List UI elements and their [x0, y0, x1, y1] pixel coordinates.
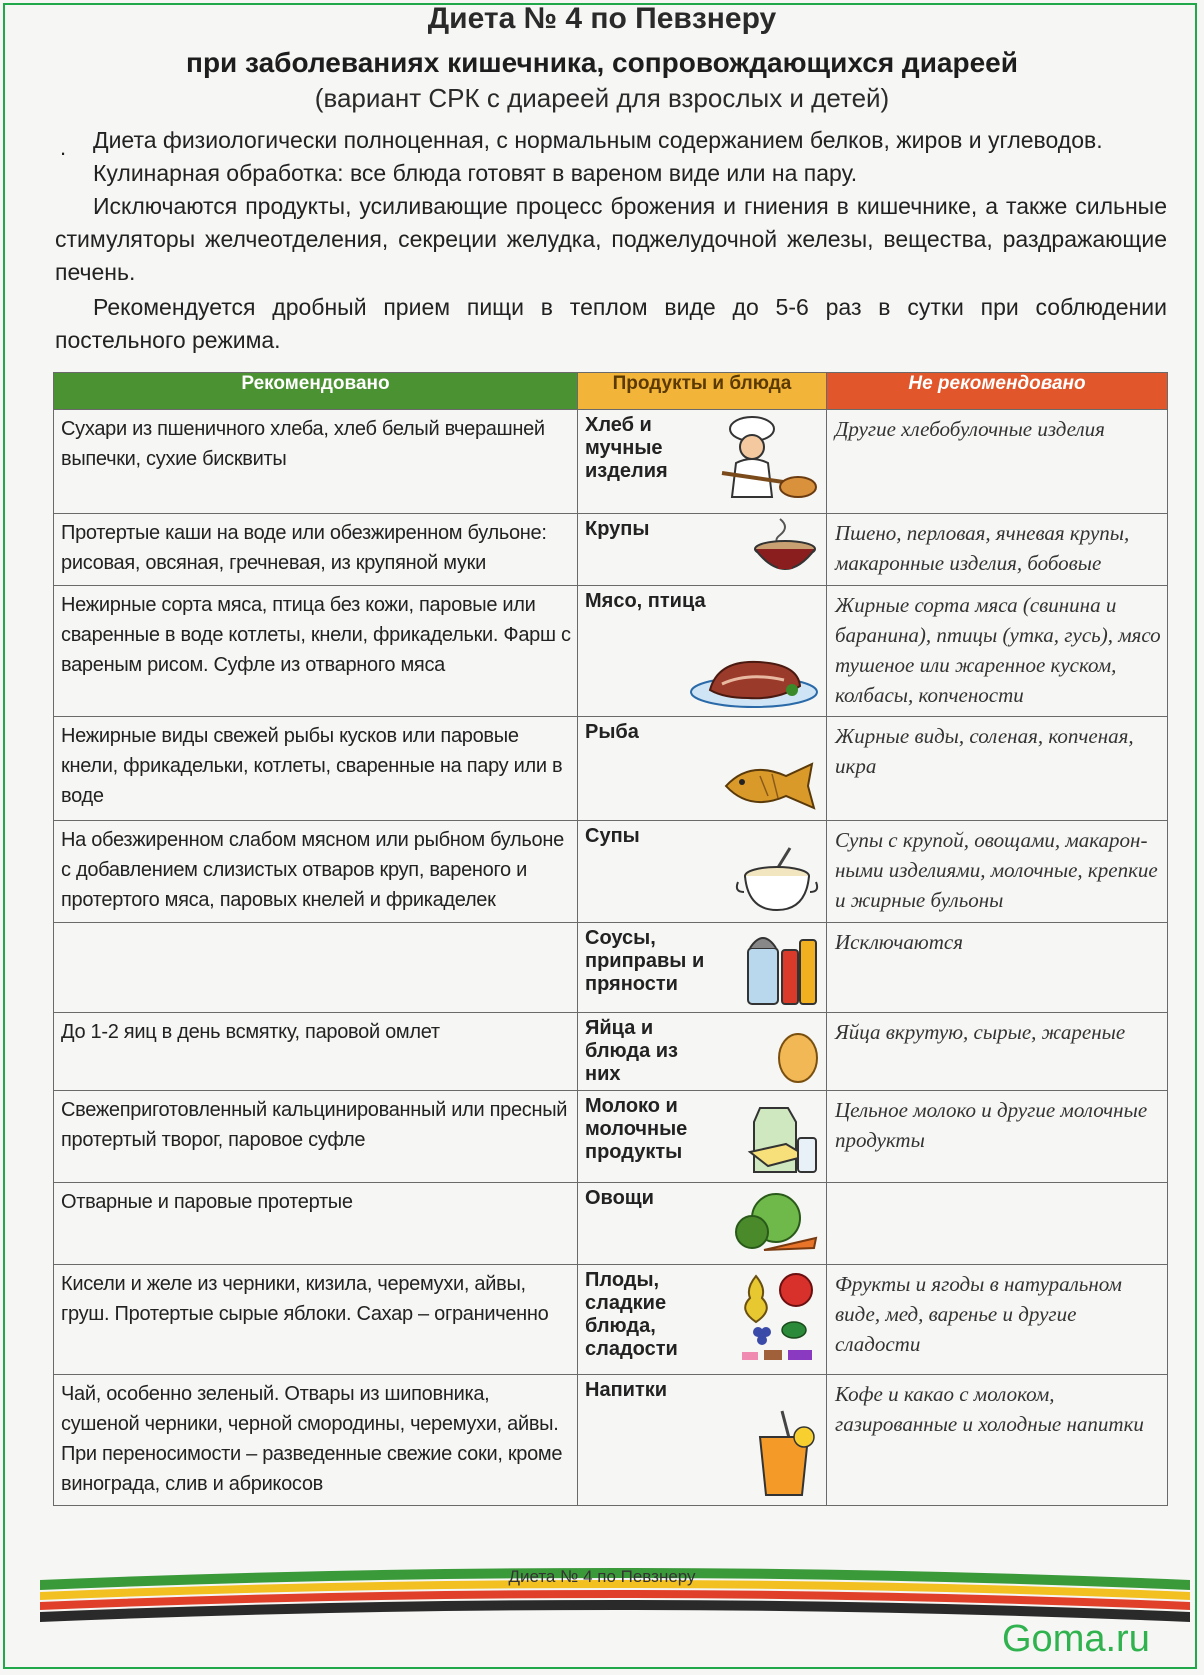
- cell-product: [578, 1013, 827, 1091]
- header-products: Продукты и блюда: [578, 373, 827, 410]
- cell-recommended: [54, 923, 578, 1013]
- intro-paragraph-4: Рекомендуется дробный прием пищи в теплом виде до 5-6 раз в сутки при соблюдении постельного режима.: [55, 294, 1167, 353]
- product-name: Соусы, приправы и пряности: [585, 927, 705, 995]
- page-subtitle: при заболеваниях кишечника, сопровождающихся диареей: [186, 47, 1018, 78]
- table-header-row: [54, 373, 1168, 410]
- cell-product: [578, 1265, 827, 1375]
- header-recommended: Рекомендовано: [54, 373, 578, 410]
- table-row: [54, 923, 1168, 1013]
- cell-recommended: Чай, особенно зеленый. Отвары из шиповника, сушеной черники, черной смородины, черемухи, айвы. При переносимости – разведенные свежие соки, кроме винограда, слив и абрикосов: [54, 1375, 578, 1506]
- porridge-bowl-icon: [750, 515, 820, 579]
- cell-not-recommended: Жирные виды, соленая, копченая, икра: [827, 717, 1168, 821]
- cell-not-recommended: Супы с крупой, овощами, макарон-ными изделиями, молочные, крепкие и жирные бульоны: [827, 821, 1168, 923]
- footer-caption: Диета № 4 по Певзнеру: [508, 1567, 696, 1586]
- cell-not-recommended: Фрукты и ягоды в натуральном виде, мед, варенье и другие сладости: [827, 1265, 1168, 1375]
- product-name: Напитки: [585, 1379, 668, 1401]
- table-row: [54, 1265, 1168, 1375]
- cell-recommended: Свежеприготовленный кальцинированный или пресный протертый творог, паровое суфле: [54, 1091, 578, 1183]
- cell-product: [578, 717, 827, 821]
- table-row: [54, 1091, 1168, 1183]
- table-row: [54, 1013, 1168, 1091]
- cell-product: [578, 1183, 827, 1265]
- product-name: Рыба: [585, 721, 639, 743]
- page-title: Диета № 4 по Певзнеру: [427, 2, 777, 35]
- table-row: [54, 1183, 1168, 1265]
- intro-paragraph-3: Исключаются продукты, усиливающие процесс брожения и гниения в кишечнике, а также сильные стимуляторы желчеотделения, секреции желудка, поджелудочной железы, вещества, раздражающие печень.: [55, 193, 1167, 285]
- cell-recommended: Протертые каши на воде или обезжиренном бульоне: рисовая, овсяная, гречневая, из крупяной муки: [54, 514, 578, 586]
- cell-not-recommended: Пшено, перловая, ячневая крупы, макаронные изделия, бобовые: [827, 514, 1168, 586]
- table-row: [54, 821, 1168, 923]
- cell-product: [578, 586, 827, 717]
- intro-paragraph-2: Кулинарная обработка: все блюда готовят в вареном виде или на пару.: [93, 160, 858, 186]
- cell-product: [578, 410, 827, 514]
- fish-icon: [720, 758, 820, 814]
- cell-product: [578, 1375, 827, 1506]
- bullet-mark: .: [60, 135, 67, 160]
- product-name: Плоды, сладкие блюда, сладости: [585, 1269, 678, 1360]
- cell-not-recommended: Другие хлебобулочные изделия: [827, 410, 1168, 514]
- product-name: Молоко и молочные продукты: [585, 1095, 688, 1163]
- meat-platter-icon: [688, 650, 820, 710]
- watermark: Goma.ru: [1002, 1618, 1150, 1660]
- soup-pot-icon: [734, 844, 820, 916]
- diet-table: [53, 372, 1168, 1506]
- table-row: [54, 1375, 1168, 1506]
- cell-not-recommended: Цельное молоко и другие молочные продукты: [827, 1091, 1168, 1183]
- baker-icon: [712, 415, 820, 507]
- cell-recommended: На обезжиренном слабом мясном или рыбном бульоне с добавлением слизистых отваров круп, вареного и протертого мяса, паровых кнелей и фрикаделек: [54, 821, 578, 923]
- juice-glass-icon: [752, 1407, 820, 1499]
- intro-text: [55, 124, 1167, 357]
- cell-product: [578, 514, 827, 586]
- product-name: Яйца и блюда из них: [585, 1017, 678, 1085]
- table-row: [54, 514, 1168, 586]
- cell-product: [578, 821, 827, 923]
- dairy-icon: [746, 1098, 820, 1176]
- cell-recommended: Нежирные виды свежей рыбы кусков или паровые кнели, фрикадельки, котлеты, сваренные на пару или в воде: [54, 717, 578, 821]
- table-row: [54, 717, 1168, 821]
- spices-icon: [744, 926, 820, 1006]
- vegetables-icon: [724, 1188, 820, 1258]
- cell-not-recommended: Исключаются: [827, 923, 1168, 1013]
- intro-paragraph-1: Диета физиологически полноценная, с нормальным содержанием белков, жиров и углеводов.: [93, 127, 1103, 153]
- cell-recommended: До 1-2 яиц в день всмятку, паровой омлет: [54, 1013, 578, 1091]
- page-variant: (вариант СРК с диареей для взрослых и детей): [314, 83, 890, 113]
- fruits-sweets-icon: [734, 1270, 820, 1368]
- product-name: Мясо, птица: [585, 590, 706, 612]
- cell-product: [578, 923, 827, 1013]
- cell-product: [578, 1091, 827, 1183]
- product-name: Супы: [585, 825, 640, 847]
- cell-not-recommended: Жирные сорта мяса (свинина и баранина), птицы (утка, гусь), мясо тушеное или жаренное куском, колбасы, копчености: [827, 586, 1168, 717]
- cell-not-recommended: Яйца вкрутую, сырые, жареные: [827, 1013, 1168, 1091]
- cell-not-recommended: Кофе и какао с молоком, газированные и холодные напитки: [827, 1375, 1168, 1506]
- table-row: [54, 410, 1168, 514]
- cell-recommended: Нежирные сорта мяса, птица без кожи, паровые или сваренные в воде котлеты, кнели, фрикадельки. Фарш с вареным рисом. Суфле из отварного мяса: [54, 586, 578, 717]
- product-name: Овощи: [585, 1187, 654, 1209]
- product-name: Хлеб и мучные изделия: [585, 414, 668, 482]
- cell-recommended: Сухари из пшеничного хлеба, хлеб белый вчерашней выпечки, сухие бисквиты: [54, 410, 578, 514]
- cell-not-recommended: [827, 1183, 1168, 1265]
- product-name: Крупы: [585, 518, 650, 540]
- egg-icon: [776, 1026, 820, 1084]
- cell-recommended: Отварные и паровые протертые: [54, 1183, 578, 1265]
- table-row: [54, 586, 1168, 717]
- cell-recommended: Кисели и желе из черники, кизила, черемухи, айвы, груш. Протертые сырые яблоки. Сахар – ограниченно: [54, 1265, 578, 1375]
- header-not-recommended: Не рекомендовано: [827, 373, 1168, 410]
